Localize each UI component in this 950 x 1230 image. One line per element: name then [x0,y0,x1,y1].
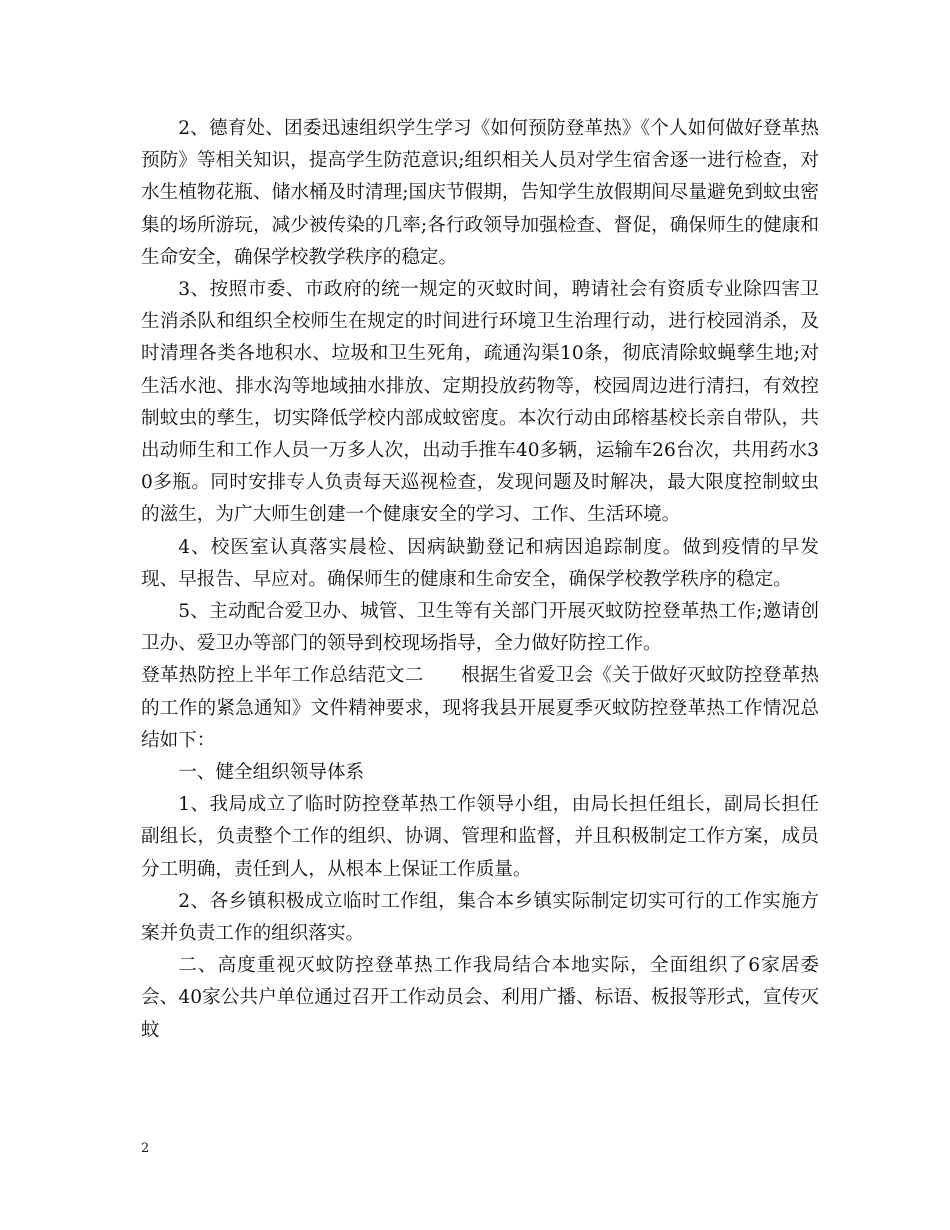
paragraph-2: 3、按照市委、市政府的统一规定的灭蚊时间，聘请社会有资质专业除四害卫生消杀队和组织全校师生在规定的时间进行环境卫生治理行动，进行校园消杀，及时清理各类各地积水、垃圾和卫生死角，疏通沟渠10条，彻底清除蚊蝇孳生地;对生活水池、排水沟等地域抽水排放、定期投放药物等，校园周边进行清扫，有效控制蚊虫的孳生，切实降低学校内部成蚊密度。本次行动由邱榕基校长亲自带队，共出动师生和工作人员一万多人次，出动手推车40多辆，运输车26台次，共用药水30多瓶。同时安排专人负责每天巡视检查，发现问题及时解决，最大限度控制蚊虫的滋生，为广大师生创建一个健康安全的学习、工作、生活环境。 [141,279,819,526]
paragraph-5: 登革热防控上半年工作总结范文二 根据生省爱卫会《关于做好灭蚊防控登革热的工作的紧急通知》文件精神要求，现将我县开展夏季灭蚊防控登革热工作情况总结如下： [141,665,819,751]
section-heading-1: 一、健全组织领导体系 [178,762,365,784]
paragraph-1: 2、德育处、团委迅速组织学生学习《如何预防登革热》《个人如何做好登革热预防》等相关知识，提高学生防范意识;组织相关人员对学生宿舍逐一进行检查，对水生植物花瓶、储水桶及时清理;国庆节假期，告知学生放假期间尽量避免到蚊虫密集的场所游玩，减少被传染的几率;各行政领导加强检查、督促，确保师生的健康和生命安全，确保学校教学秩序的稳定。 [141,118,819,268]
paragraph-8: 二、高度重视灭蚊防控登革热工作我局结合本地实际，全面组织了6家居委会、40家公共户单位通过召开工作动员会、利用广播、标语、板报等形式，宣传灭蚊 [141,955,819,1041]
document-body [141,113,819,1047]
paragraph-7: 2、各乡镇积极成立临时工作组，集合本乡镇实际制定切实可行的工作实施方案并负责工作的组织落实。 [141,890,819,945]
paragraph-3: 4、校医室认真落实晨检、因病缺勤登记和病因追踪制度。做到疫情的早发现、早报告、早应对。确保师生的健康和生命安全，确保学校教学秩序的稳定。 [141,536,819,590]
paragraph-4: 5、主动配合爱卫办、城管、卫生等有关部门开展灭蚊防控登革热工作;邀请创卫办、爱卫办等部门的领导到校现场指导，全力做好防控工作。 [141,601,819,655]
page-number: 2 [141,1141,150,1156]
paragraph-6: 1、我局成立了临时防控登革热工作领导小组，由局长担任组长，副局长担任副组长，负责整个工作的组织、协调、管理和监督，并且积极制定工作方案，成员分工明确，责任到人，从根本上保证工作质量。 [141,794,819,880]
